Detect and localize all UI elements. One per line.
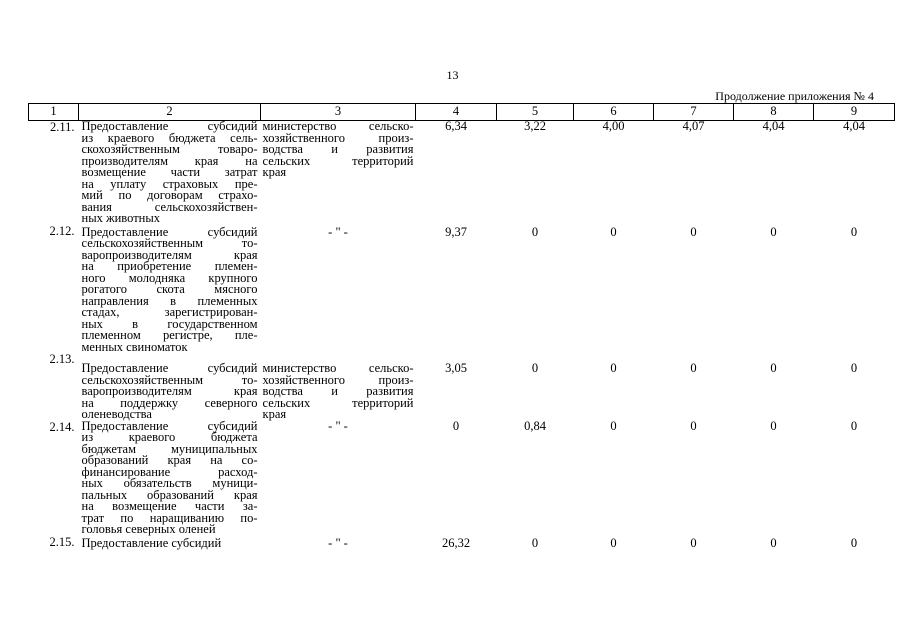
executor: [261, 121, 416, 225]
funding-value: 26,32: [441, 535, 471, 550]
description-line: сельскохозяйственным то-: [81, 236, 258, 250]
table-row: [29, 353, 895, 421]
executor-line: министерство сельско-: [262, 119, 414, 133]
funding-value: 0: [770, 361, 777, 375]
funding-value: 4,07: [682, 119, 705, 133]
row-number: 2.11.: [49, 120, 75, 134]
funding-value: 0: [850, 535, 858, 550]
funding-value: 0: [850, 224, 858, 239]
description-line: на возмещение части за-: [81, 499, 258, 513]
funding-value: 0: [850, 361, 858, 375]
executor-line: хозяйственного произ-: [262, 130, 414, 145]
description-line: финансирование расход-: [81, 464, 258, 479]
description-line: направления в племенных: [81, 293, 258, 308]
header-cell: 3: [261, 104, 416, 121]
description-line: на приобретение племен-: [81, 259, 258, 273]
row-number: 2.12.: [49, 223, 75, 238]
funding-value: 0: [770, 418, 777, 433]
appendix-table: [28, 103, 895, 549]
row-number: 2.13.: [49, 352, 75, 366]
executor-line: министерство сельско-: [262, 361, 414, 375]
executor-line: края: [262, 165, 287, 179]
description-line: ного молодняка крупного: [81, 270, 258, 285]
funding-value: 0: [452, 418, 460, 433]
description-line: на уплату страховых пре-: [81, 176, 258, 191]
description-line: трат по наращиванию по-: [81, 510, 258, 525]
description-line: производителям края на: [81, 153, 258, 168]
description-line: из краевого бюджета: [81, 430, 258, 444]
funding-value: 0: [690, 224, 697, 239]
description-line: менных свиноматок: [81, 339, 188, 354]
description-line: вания сельскохозяйствен-: [81, 199, 258, 214]
description-line: скохозяйственным товаро-: [81, 142, 258, 156]
funding-value: 0: [850, 418, 858, 433]
executor-line: хозяйственного произ-: [262, 372, 414, 387]
description-line: варопроизводителям края: [81, 247, 258, 262]
header-cell: 4: [416, 104, 497, 121]
description-line: Предоставление субсидий: [81, 224, 258, 239]
funding-value: 0: [531, 224, 539, 239]
description-line: на поддержку северного: [81, 395, 258, 410]
header-cell: 2: [79, 104, 261, 121]
measure-description: [79, 121, 261, 225]
funding-value: 0: [690, 535, 697, 550]
measure-description: [79, 418, 261, 536]
table-row: [29, 536, 895, 550]
funding-value: 0: [531, 535, 539, 550]
header-cell: 9: [814, 104, 895, 121]
table-row: [29, 121, 895, 225]
description-line: племенном регистре, пле-: [81, 328, 258, 342]
page-number: 13: [446, 68, 459, 82]
funding-value: 3,22: [524, 119, 546, 133]
measure-description: [79, 225, 261, 354]
funding-value: 0: [610, 535, 617, 550]
funding-value: 0: [770, 224, 777, 239]
description-line: бюджетам муниципальных: [81, 441, 258, 456]
executor: - " -: [328, 535, 348, 550]
funding-value: 0: [690, 361, 697, 375]
funding-value: 4,00: [602, 119, 625, 133]
funding-value: 0: [690, 418, 697, 433]
table-row: [29, 225, 895, 354]
funding-value: 4,04: [762, 119, 785, 133]
funding-value: 0: [610, 418, 617, 433]
description-line: рогатого скота мясного: [81, 282, 258, 296]
description-line: Предоставление субсидий: [81, 361, 258, 375]
table-row: [29, 421, 895, 536]
executor-line: сельских территорий: [262, 153, 414, 168]
funding-value: 0: [770, 535, 777, 550]
description-line: ных обязательств муници-: [81, 476, 258, 490]
header-cell: 7: [654, 104, 734, 121]
header-cell: 1: [29, 104, 79, 121]
description-line: возмещение части затрат: [81, 165, 258, 179]
executor-line: сельских территорий: [262, 395, 414, 410]
funding-value: 9,37: [445, 224, 467, 239]
description-line: головья северных оленей: [81, 522, 216, 536]
description-line: мий по договорам страхо-: [81, 188, 258, 202]
row-number: 2.15.: [49, 534, 75, 549]
description-line: Предоставление субсидий: [81, 418, 258, 433]
executor-line: края: [262, 407, 287, 421]
description-line: пальных образований края: [81, 487, 258, 502]
description-line: оленеводства: [81, 407, 152, 421]
funding-value: 0: [610, 224, 617, 239]
funding-value: 4,04: [843, 119, 865, 133]
description-line: из краевого бюджета сель-: [81, 130, 258, 145]
description-line: сельскохозяйственным то-: [81, 372, 258, 387]
executor-line: водства и развития: [262, 142, 414, 156]
funding-value: 0,84: [524, 418, 546, 433]
header-cell: 5: [497, 104, 574, 121]
funding-value: 0: [610, 361, 617, 375]
measure-description: [79, 353, 261, 421]
description-line: Предоставление субсидий: [81, 119, 258, 133]
header-cell: 6: [574, 104, 654, 121]
funding-value: 3,05: [445, 361, 467, 375]
measure-description: [79, 536, 261, 550]
executor-line: водства и развития: [262, 384, 414, 398]
description-line: ных животных: [81, 211, 160, 225]
description-line: варопроизводителям края: [81, 384, 258, 398]
executor: - " -: [328, 224, 348, 239]
executor: [261, 353, 416, 421]
header-cell: 8: [734, 104, 814, 121]
description-line: ных в государственном: [81, 316, 258, 331]
description-line: стадах, зарегистрирован-: [81, 305, 258, 319]
funding-value: 6,34: [445, 119, 467, 133]
funding-value: 0: [531, 361, 539, 375]
description-line: образований края на со-: [81, 453, 258, 467]
appendix-continuation-note: Продолжение приложения № 4: [715, 89, 874, 103]
executor: - " -: [328, 418, 348, 433]
row-number: 2.14.: [49, 419, 75, 434]
column-number-header: [29, 104, 895, 121]
description-line: Предоставление субсидий: [81, 535, 222, 550]
